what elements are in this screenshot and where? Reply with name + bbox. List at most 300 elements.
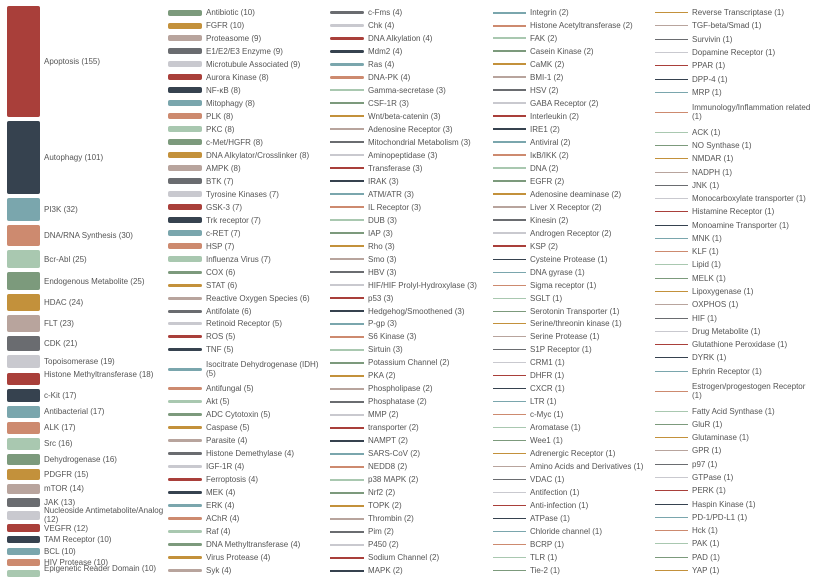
legend-label: CRM1 (1) (530, 358, 565, 368)
legend-label: Antifection (1) (530, 488, 580, 498)
legend-swatch (168, 556, 202, 559)
legend-label: Histone Methyltransferase (18) (44, 369, 154, 379)
legend-swatch (168, 35, 202, 41)
legend-label: Raf (4) (206, 527, 231, 537)
legend-swatch (330, 440, 364, 442)
legend-label: Androgen Receptor (2) (530, 228, 612, 238)
legend-swatch (655, 92, 688, 93)
legend-label: Aurora Kinase (8) (206, 72, 269, 82)
legend-swatch (330, 193, 364, 195)
legend-swatch (7, 121, 40, 194)
legend-swatch (330, 505, 364, 507)
legend-swatch (168, 413, 202, 416)
legend-label: Histamine Receptor (1) (692, 207, 775, 217)
legend-label: HBV (3) (368, 267, 397, 277)
legend-label: c-Met/HGFR (8) (206, 137, 263, 147)
legend-label: DNA (2) (530, 163, 559, 173)
legend-swatch (7, 315, 40, 332)
legend-label: Serine Protease (1) (530, 332, 600, 342)
legend-label: GTPase (1) (692, 472, 734, 482)
legend-label: Virus Protease (4) (206, 553, 271, 562)
legend-label: OXPHOS (1) (692, 300, 739, 310)
legend-swatch (330, 557, 364, 559)
legend-label: Cysteine Protease (1) (530, 254, 608, 264)
legend-swatch (493, 285, 526, 286)
legend-swatch (493, 272, 526, 273)
legend-label: GABA Receptor (2) (530, 98, 599, 108)
legend-label: Survivin (1) (692, 34, 733, 44)
legend-label: Apoptosis (155) (44, 57, 101, 67)
legend-swatch (168, 465, 202, 468)
legend-label: Drug Metabolite (1) (692, 326, 761, 336)
legend-swatch (7, 536, 40, 543)
legend-swatch (7, 198, 40, 221)
legend-swatch (493, 102, 526, 104)
legend-label: Dehydrogenase (16) (44, 454, 117, 464)
legend-label: Antifolate (6) (206, 306, 252, 316)
legend-swatch (330, 50, 364, 53)
legend-swatch (493, 401, 526, 402)
legend-label: Tie-2 (1) (530, 566, 560, 575)
legend-swatch (493, 25, 526, 27)
legend-label: Reactive Oxygen Species (6) (206, 293, 310, 303)
legend-swatch (168, 439, 202, 442)
legend-label: SARS-CoV (2) (368, 449, 421, 459)
legend-swatch (493, 298, 526, 299)
legend-label: Topoisomerase (19) (44, 357, 115, 367)
legend-label: TLR (1) (530, 553, 558, 562)
legend-label: BCL (10) (44, 546, 76, 556)
legend-swatch (655, 79, 688, 80)
legend-label: Gamma-secretase (3) (368, 85, 446, 95)
legend-label: MELK (1) (692, 273, 726, 283)
legend-swatch (330, 427, 364, 429)
legend-swatch (655, 39, 688, 40)
legend-swatch (168, 217, 202, 223)
legend-swatch (330, 271, 364, 273)
legend-label: NMDAR (1) (692, 154, 734, 164)
legend-swatch (655, 278, 688, 279)
legend-label: Mitochondrial Metabolism (3) (368, 137, 471, 147)
legend-label: MNK (1) (692, 233, 722, 243)
legend-swatch (655, 264, 688, 265)
legend-label: Glutathione Peroxidase (1) (692, 340, 788, 350)
legend-label: Syk (4) (206, 566, 232, 575)
legend-label: TAM Receptor (10) (44, 535, 112, 545)
legend-swatch (655, 371, 688, 372)
legend-label: Ephrin Receptor (1) (692, 366, 762, 376)
legend-swatch (7, 469, 40, 480)
legend-swatch (7, 484, 40, 494)
legend-swatch (168, 478, 202, 481)
legend-label: TGF-beta/Smad (1) (692, 21, 762, 31)
legend-label: IRAK (3) (368, 176, 399, 186)
legend-label: Tyrosine Kinases (7) (206, 189, 279, 199)
legend-label: CaMK (2) (530, 59, 565, 69)
legend-swatch (655, 490, 688, 491)
legend-swatch (168, 113, 202, 119)
legend-label: IRE1 (2) (530, 124, 560, 134)
legend-swatch (493, 219, 526, 221)
legend-swatch (168, 10, 202, 16)
legend-swatch (168, 491, 202, 494)
legend-swatch (493, 12, 526, 14)
legend-swatch (655, 52, 688, 53)
legend-label: Wnt/beta-catenin (3) (368, 111, 441, 121)
legend-swatch (7, 559, 40, 566)
legend-label: VEGFR (12) (44, 523, 89, 533)
legend-swatch (330, 206, 364, 208)
legend-label: Serine/threonin kinase (1) (530, 319, 622, 329)
legend-label: Integrin (2) (530, 8, 569, 17)
legend-label: Isocitrate Dehydrogenase (IDH) (5) (206, 360, 319, 379)
legend-label: Fatty Acid Synthase (1) (692, 406, 775, 416)
legend-label: Antifungal (5) (206, 384, 254, 394)
legend-label: IκB/IKK (2) (530, 150, 569, 160)
legend-label: Antibacterial (17) (44, 407, 105, 417)
legend-label: P450 (2) (368, 540, 399, 550)
legend-label: BCRP (1) (530, 540, 565, 550)
legend-label: DPP-4 (1) (692, 74, 728, 84)
legend-label: ACK (1) (692, 127, 721, 137)
legend-label: Trk receptor (7) (206, 215, 261, 225)
legend-swatch (330, 24, 364, 27)
legend-label: HIV Protease (10) (44, 557, 109, 567)
legend-label: Amino Acids and Derivatives (1) (530, 462, 644, 472)
legend-swatch (493, 505, 526, 506)
legend-swatch (493, 89, 526, 91)
legend-label: NO Synthase (1) (692, 140, 752, 150)
legend-swatch (655, 344, 688, 345)
legend-label: HIF (1) (692, 313, 717, 323)
legend-swatch (493, 311, 526, 312)
legend-swatch (7, 498, 40, 507)
legend-swatch (493, 128, 526, 130)
legend-swatch (168, 230, 202, 236)
legend-swatch (493, 479, 526, 480)
legend-swatch (7, 250, 40, 268)
legend-label: ROS (5) (206, 332, 236, 342)
legend-swatch (168, 400, 202, 403)
legend-label: Nucleoside Antimetabolite/Analog (12) (44, 506, 164, 525)
legend-swatch (655, 65, 688, 66)
legend-swatch (493, 50, 526, 52)
legend-swatch (655, 391, 688, 392)
legend-label: HDAC (24) (44, 298, 84, 308)
legend-label: Adenosine Receptor (3) (368, 124, 453, 134)
legend-label: Autophagy (101) (44, 153, 104, 162)
legend-label: GPR (1) (692, 446, 722, 456)
legend-label: p38 MAPK (2) (368, 475, 419, 485)
legend-swatch (7, 422, 40, 434)
legend-label: p97 (1) (692, 459, 718, 469)
legend-swatch (655, 132, 688, 133)
legend-swatch (168, 387, 202, 390)
legend-label: PLK (8) (206, 111, 234, 121)
legend-swatch (168, 87, 202, 93)
legend-label: CDK (21) (44, 338, 78, 348)
legend-swatch (655, 12, 688, 13)
legend-label: PAD (1) (692, 552, 720, 562)
legend-swatch (168, 271, 202, 274)
legend-swatch (655, 570, 688, 571)
legend-swatch (7, 294, 40, 311)
legend-swatch (493, 76, 526, 78)
legend-label: DNA Alkylation (4) (368, 33, 433, 43)
legend-swatch (330, 570, 364, 572)
legend-swatch (168, 139, 202, 145)
legend-label: NF-κB (8) (206, 85, 241, 95)
legend-label: Src (16) (44, 439, 73, 449)
legend-swatch (168, 310, 202, 313)
legend-label: c-Kit (17) (44, 391, 77, 400)
legend-swatch (655, 112, 688, 113)
legend-label: NEDD8 (2) (368, 462, 408, 472)
legend-swatch (655, 477, 688, 478)
legend-label: Akt (5) (206, 397, 230, 407)
legend-swatch (168, 256, 202, 262)
legend-label: NAMPT (2) (368, 436, 408, 446)
legend-swatch (493, 206, 526, 208)
legend-label: c-Myc (1) (530, 410, 564, 420)
legend-swatch (330, 167, 364, 169)
legend-label: Pim (2) (368, 527, 394, 537)
legend-label: Influenza Virus (7) (206, 254, 271, 264)
legend-swatch (655, 304, 688, 305)
legend-swatch (168, 322, 202, 325)
legend-swatch (7, 570, 40, 577)
legend-label: MEK (4) (206, 488, 236, 498)
legend-label: ERK (4) (206, 501, 235, 511)
legend-swatch (330, 102, 364, 104)
legend-swatch (655, 291, 688, 292)
legend-label: Caspase (5) (206, 423, 250, 433)
legend-label: PKC (8) (206, 124, 235, 134)
legend-swatch (493, 362, 526, 363)
legend-swatch (7, 272, 40, 290)
legend-swatch (493, 570, 526, 571)
legend-swatch (330, 492, 364, 494)
legend-label: KLF (1) (692, 247, 719, 257)
legend-label: Phospholipase (2) (368, 384, 433, 394)
legend-swatch (7, 355, 40, 369)
legend-label: CSF-1R (3) (368, 98, 409, 108)
legend-label: GluR (1) (692, 419, 723, 429)
legend-swatch (330, 76, 364, 79)
legend-label: PD-1/PD-L1 (1) (692, 512, 748, 522)
legend-label: Chloride channel (1) (530, 527, 603, 537)
legend-swatch (7, 6, 40, 117)
legend-swatch (655, 251, 688, 252)
legend-swatch (330, 245, 364, 247)
legend-label: DNA Methyltransferase (4) (206, 540, 301, 550)
legend-label: PAK (1) (692, 539, 720, 549)
legend-swatch (655, 464, 688, 465)
legend-swatch (655, 145, 688, 146)
legend-swatch (493, 245, 526, 247)
legend-label: Retinoid Receptor (5) (206, 319, 283, 329)
legend-label: KSP (2) (530, 241, 558, 251)
legend-swatch (493, 323, 526, 324)
legend-swatch (655, 331, 688, 332)
legend-label: Microtubule Associated (9) (206, 59, 301, 69)
legend-label: Sirtuin (3) (368, 345, 403, 355)
legend-swatch (655, 172, 688, 173)
legend-label: Adenosine deaminase (2) (530, 189, 622, 199)
legend-swatch (330, 336, 364, 338)
legend-swatch (330, 141, 364, 143)
legend-swatch (330, 284, 364, 286)
legend-swatch (168, 297, 202, 300)
legend-label: Nrf2 (2) (368, 488, 396, 498)
legend-swatch (168, 530, 202, 533)
legend-swatch (330, 466, 364, 468)
legend-swatch (493, 388, 526, 389)
legend-swatch (655, 158, 688, 159)
legend-swatch (655, 411, 688, 412)
legend-swatch (168, 23, 202, 29)
legend-swatch (7, 336, 40, 351)
legend-swatch (330, 128, 364, 130)
legend-label: DNA-PK (4) (368, 72, 411, 82)
legend-label: S6 Kinase (3) (368, 332, 417, 342)
legend-label: NADPH (1) (692, 167, 733, 177)
legend-label: p53 (3) (368, 293, 394, 303)
legend-label: Hck (1) (692, 526, 718, 535)
legend-swatch (168, 74, 202, 80)
legend-label: ATPase (1) (530, 514, 570, 524)
legend-label: Proteasome (9) (206, 33, 262, 43)
legend-label: TNF (5) (206, 345, 234, 355)
legend-swatch (330, 531, 364, 533)
legend-label: Potassium Channel (2) (368, 358, 450, 368)
legend-label: EGFR (2) (530, 176, 565, 186)
legend-label: DNA/RNA Synthesis (30) (44, 230, 133, 240)
legend-label: Reverse Transcriptase (1) (692, 8, 785, 18)
legend-swatch (168, 452, 202, 455)
legend-label: Lipoxygenase (1) (692, 287, 754, 296)
legend-swatch (7, 454, 40, 466)
legend-label: IAP (3) (368, 228, 393, 238)
legend-swatch (330, 232, 364, 234)
legend-swatch (330, 310, 364, 312)
legend-label: Immunology/Inflammation related (1) (692, 103, 811, 122)
legend-label: MRP (1) (692, 87, 722, 97)
legend-label: E1/E2/E3 Enzyme (9) (206, 46, 283, 56)
legend-swatch (493, 37, 526, 39)
legend-label: FAK (2) (530, 33, 558, 43)
legend-label: MAPK (2) (368, 566, 403, 575)
legend-label: DNA gyrase (1) (530, 267, 585, 277)
legend-swatch (493, 232, 526, 234)
legend-label: HSV (2) (530, 85, 559, 95)
legend-swatch (493, 167, 526, 169)
legend-swatch (168, 48, 202, 54)
legend-swatch (7, 438, 40, 450)
legend-swatch (493, 154, 526, 156)
legend-label: GSK-3 (7) (206, 202, 243, 212)
legend-label: Liver X Receptor (2) (530, 202, 602, 212)
legend-swatch (330, 479, 364, 481)
legend-label: JAK (13) (44, 497, 76, 507)
legend-label: FLT (23) (44, 319, 74, 328)
legend-label: LTR (1) (530, 397, 557, 407)
legend-swatch (330, 401, 364, 403)
legend-swatch (330, 544, 364, 546)
legend-label: Interleukin (2) (530, 111, 579, 121)
legend-swatch (168, 191, 202, 197)
legend-label: PI3K (32) (44, 204, 78, 214)
legend-swatch (330, 375, 364, 377)
legend-label: HSP (7) (206, 241, 235, 251)
legend-label: c-Fms (4) (368, 8, 403, 17)
legend-label: Mdm2 (4) (368, 46, 403, 56)
legend-swatch (493, 259, 526, 260)
legend-swatch (493, 180, 526, 182)
legend-label: Monocarboxylate transporter (1) (692, 194, 806, 203)
legend-label: TOPK (2) (368, 501, 402, 511)
legend-swatch (7, 406, 40, 418)
legend-label: ATM/ATR (3) (368, 189, 414, 199)
legend-swatch (493, 427, 526, 428)
legend-label: HIF/HIF Prolyl-Hydroxylase (3) (368, 280, 477, 290)
legend-swatch (493, 544, 526, 545)
legend-swatch (7, 225, 40, 247)
legend-swatch (168, 504, 202, 507)
legend-swatch (493, 440, 526, 441)
legend-label: DNA Alkylator/Crosslinker (8) (206, 150, 310, 160)
legend-swatch (655, 517, 688, 518)
legend-label: P-gp (3) (368, 319, 397, 329)
legend-label: IL Receptor (3) (368, 202, 422, 212)
legend-swatch (655, 450, 688, 451)
legend-swatch (655, 225, 688, 226)
legend-swatch (655, 238, 688, 239)
legend-label: Sigma receptor (1) (530, 280, 597, 290)
legend-label: BMI-1 (2) (530, 72, 564, 82)
legend-swatch (168, 61, 202, 67)
legend-swatch (330, 453, 364, 455)
legend-label: Parasite (4) (206, 436, 248, 446)
legend-label: Wee1 (1) (530, 436, 563, 446)
legend-swatch (7, 389, 40, 401)
legend-swatch (330, 89, 364, 91)
legend-swatch (655, 357, 688, 358)
legend-swatch (655, 185, 688, 186)
legend-label: Monoamine Transporter (1) (692, 220, 789, 230)
legend-swatch (493, 414, 526, 415)
legend-label: JNK (1) (692, 180, 720, 190)
legend-label: Ferroptosis (4) (206, 475, 259, 485)
legend-label: YAP (1) (692, 565, 720, 575)
legend-swatch (330, 11, 364, 14)
legend-label: Histone Acetyltransferase (2) (530, 21, 633, 30)
legend-swatch (655, 437, 688, 438)
legend-swatch (330, 115, 364, 117)
legend-swatch (168, 100, 202, 106)
legend-label: Hedgehog/Smoothened (3) (368, 306, 465, 316)
legend-swatch (655, 25, 688, 26)
legend-label: Kinesin (2) (530, 215, 569, 225)
legend-label: Bcr-Abl (25) (44, 254, 87, 264)
legend-label: DHFR (1) (530, 371, 565, 381)
legend-swatch (493, 492, 526, 493)
legend-label: COX (6) (206, 267, 236, 277)
legend-swatch (168, 165, 202, 171)
legend-label: DYRK (1) (692, 353, 727, 363)
legend-label: PPAR (1) (692, 61, 726, 71)
legend-label: Transferase (3) (368, 163, 423, 173)
